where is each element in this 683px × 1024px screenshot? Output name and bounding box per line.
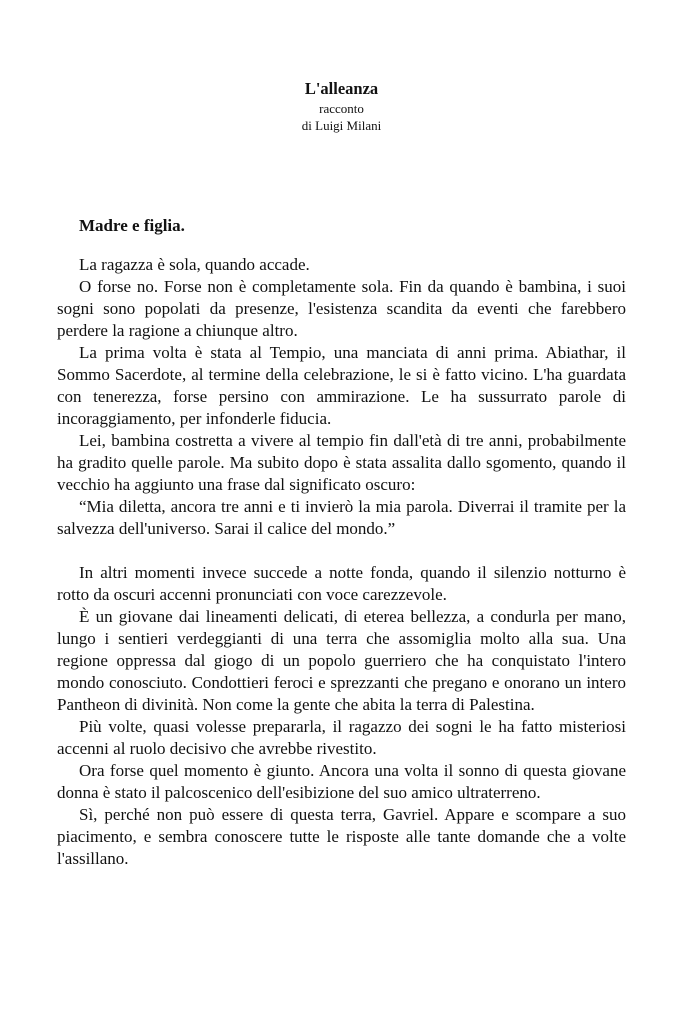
document-header bbox=[57, 78, 626, 134]
paragraph: La prima volta è stata al Tempio, una manciata di anni prima. Abiathar, il Sommo Sacerdote, al termine della celebrazione, le si è fatto vicino. L'ha guardata con tenerezza, forse persino con ammirazione. Le ha sussurrato parole di incoraggiamento, per infonderle fiducia. bbox=[57, 343, 626, 428]
author-line: di Luigi Milani bbox=[301, 118, 382, 133]
paragraph: Sì, perché non può essere di questa terra, Gavriel. Appare e scompare a suo piacimento, e sembra conoscere tutte le risposte alle tante domande che a volte l'assillano. bbox=[57, 805, 626, 868]
paragraph: O forse no. Forse non è completamente sola. Fin da quando è bambina, i suoi sogni sono popolati da presenze, l'esistenza scandita da eventi che farebbero perdere la ragione a chiunque altro. bbox=[57, 277, 626, 340]
chapter-title: Madre e figlia. bbox=[79, 216, 185, 235]
paragraph: “Mia diletta, ancora tre anni e ti invierò la mia parola. Diverrai il tramite per la salvezza dell'universo. Sarai il calice del mondo.” bbox=[57, 497, 626, 538]
paragraph: La ragazza è sola, quando accade. bbox=[79, 255, 310, 274]
paragraph: In altri momenti invece succede a notte fonda, quando il silenzio notturno è rotto da oscuri accenni pronunciati con voce carezzevole. bbox=[57, 563, 626, 604]
body-text bbox=[57, 254, 626, 870]
paragraph: Più volte, quasi volesse prepararla, il ragazzo dei sogni le ha fatto misteriosi accenni al ruolo decisivo che avrebbe rivestito. bbox=[57, 717, 626, 758]
paragraph: Lei, bambina costretta a vivere al tempio fin dall'età di tre anni, probabilmente ha gradito quelle parole. Ma subito dopo è stata assalita dallo sgomento, quando il vecchio ha aggiunto una frase dal significato oscuro: bbox=[57, 431, 626, 494]
paragraph: È un giovane dai lineamenti delicati, di eterea bellezza, a condurla per mano, lungo i sentieri verdeggianti di una terra che assomiglia molto alla sua. Una regione oppressa dal giogo di un popolo guerriero che ha conquistato l'intero mondo conosciuto. Condottieri feroci e sprezzanti che pregano e onorano un intero Pantheon di divinità. Non come la gente che abita la terra di Palestina. bbox=[57, 607, 626, 714]
page bbox=[57, 78, 626, 870]
paragraph: Ora forse quel momento è giunto. Ancora una volta il sonno di questa giovane donna è stato il palcoscenico dell'esibizione del suo amico ultraterreno. bbox=[57, 761, 626, 802]
story-subtitle: racconto bbox=[319, 101, 364, 116]
story-title: L'alleanza bbox=[304, 79, 379, 98]
